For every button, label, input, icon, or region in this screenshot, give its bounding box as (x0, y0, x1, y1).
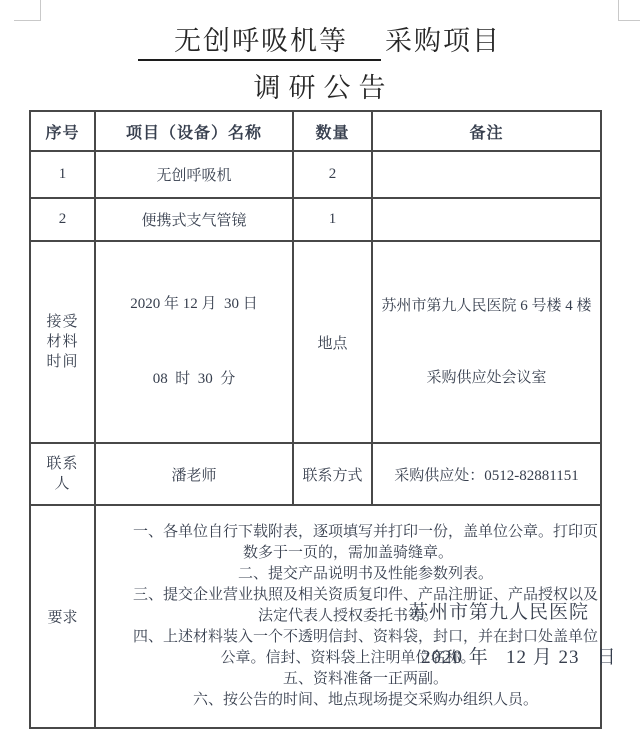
title-project-name-underlined: 无创呼吸机等 (138, 26, 381, 61)
title-suffix: 采购项目 (385, 26, 501, 56)
accept-time-label-cell (30, 241, 95, 443)
item-2-name: 便携式支气管镜 (95, 198, 293, 241)
document-title (0, 26, 639, 103)
contact-name-cell: 潘老师 (95, 443, 293, 505)
accept-time-label: 接受材料时间 (46, 314, 79, 370)
item-1-note (372, 151, 601, 198)
margin-corner-mark-right (618, 0, 640, 21)
table-row-item-1 (30, 151, 601, 198)
header-cell-qty: 数量 (293, 111, 372, 151)
location-line2: 采购供应处会议室 (426, 370, 547, 386)
contact-label: 联系人 (46, 456, 79, 492)
location-label-cell: 地点 (293, 241, 372, 443)
requirement-item-1: 一、各单位自行下载附表，逐项填写并打印一份，盖单位公章。打印页数多于一页的，需加盖骑缝章。 (132, 524, 598, 561)
table-row-item-2 (30, 198, 601, 241)
item-2-qty: 1 (293, 198, 372, 241)
item-2-note (372, 198, 601, 241)
item-1-name: 无创呼吸机 (95, 151, 293, 198)
contact-method-label-cell: 联系方式 (293, 443, 372, 505)
table-row-contact (30, 443, 601, 505)
procurement-table (29, 110, 602, 729)
item-2-no: 2 (30, 198, 95, 241)
accept-time-line1: 2020 年 12 月 30 日 (130, 296, 258, 312)
header-cell-no: 序号 (30, 111, 95, 151)
margin-corner-mark-left (14, 0, 41, 21)
title-line1 (0, 26, 639, 61)
item-1-no: 1 (30, 151, 95, 198)
requirements-label-cell: 要求 (30, 505, 95, 728)
contact-method-value-cell: 采购供应处：0512-82881151 (372, 443, 601, 505)
table-row-accept-time (30, 241, 601, 443)
signature-organization: 苏州市第九人民医院 (409, 602, 590, 623)
header-cell-name: 项目（设备）名称 (95, 111, 293, 151)
requirement-item-3: 三、提交企业营业执照及相关资质复印件、产品注册证、产品授权以及法定代表人授权委托书等。 (132, 587, 598, 624)
requirement-item-5: 五、资料准备一正两副。 (282, 671, 448, 687)
accept-time-value-cell (95, 241, 293, 443)
title-line2: 调研公告 (253, 73, 394, 103)
table-header-row (30, 111, 601, 151)
signature-date: 2020 年 12 月 23 日 (421, 647, 617, 668)
accept-time-line2: 08 时 30 分 (152, 371, 236, 387)
header-cell-note: 备注 (372, 111, 601, 151)
requirement-item-4: 四、上述材料装入一个不透明信封、资料袋，封口，并在封口处盖单位公章。信封、资料袋上注明单位名称。 (132, 629, 598, 666)
requirement-item-2: 二、提交产品说明书及性能参数列表。 (237, 566, 493, 582)
item-1-qty: 2 (293, 151, 372, 198)
requirement-item-6: 六、按公告的时间、地点现场提交采购办组织人员。 (192, 692, 538, 708)
contact-label-cell (30, 443, 95, 505)
location-line1: 苏州市第九人民医院 6 号楼 4 楼 (381, 298, 592, 314)
location-value-cell (372, 241, 601, 443)
